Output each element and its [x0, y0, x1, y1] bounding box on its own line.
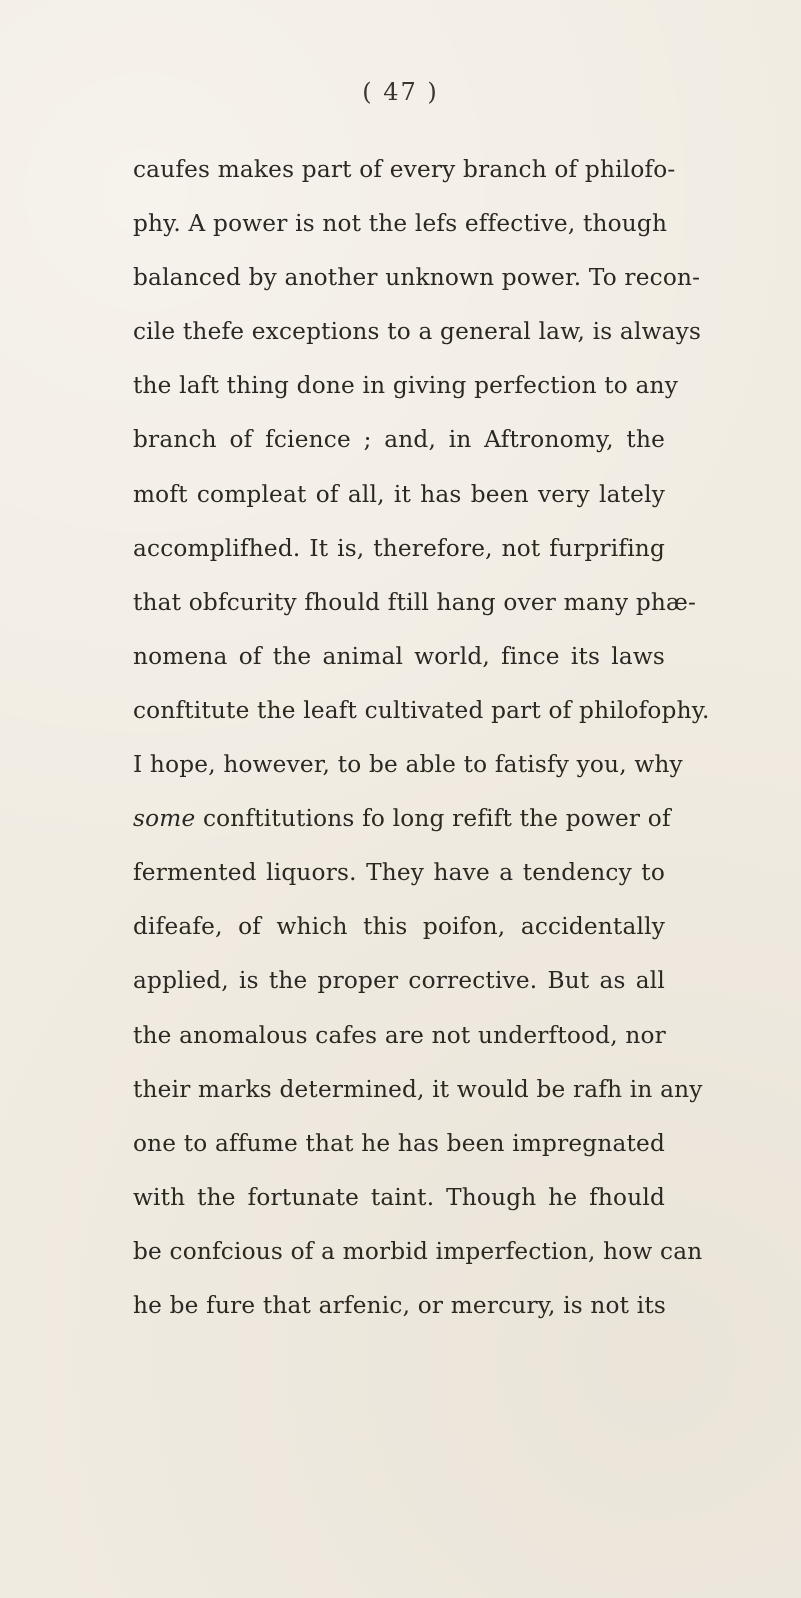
text-line-22: he be fure that arfenic, or mercury, is not its: [133, 1291, 666, 1319]
text-line-7: moft compleat of all, it has been very lately: [133, 480, 665, 508]
body-text: [133, 143, 710, 1333]
text-line-15: difeafe, of which this poifon, accidentally: [133, 913, 665, 941]
text-line-13-rest: conftitutions fo long refift the power of: [202, 805, 671, 833]
text-line-10: nomena of the animal world, fince its laws: [133, 642, 665, 670]
text-line-11: conftitute the leaft cultivated part of philofophy.: [133, 696, 710, 724]
text-line-9: that obfcurity fhould ftill hang over many phæ-: [133, 588, 697, 616]
text-line-14: fermented liquors. They have a tendency to: [133, 859, 665, 887]
text-line-12: I hope, however, to be able to fatisfy you, why: [133, 751, 683, 779]
text-line-17: the anomalous cafes are not underftood, nor: [133, 1021, 666, 1049]
text-line-16: applied, is the proper corrective. But as all: [133, 967, 665, 995]
text-line-3: balanced by another unknown power. To recon-: [133, 264, 701, 292]
text-line-4: cile thefe exceptions to a general law, is always: [133, 318, 702, 346]
page-header: ( 47 ): [362, 78, 439, 106]
text-line-19: one to affume that he has been impregnated: [133, 1129, 665, 1157]
text-line-1: caufes makes part of every branch of philofo-: [133, 156, 676, 183]
italic-some: some: [133, 805, 196, 833]
text-line-20: with the fortunate taint. Though he fhould: [133, 1183, 665, 1211]
text-line-2: phy. A power is not the lefs effective, though: [133, 210, 668, 238]
text-line-8: accomplifhed. It is, therefore, not furprifing: [133, 534, 665, 562]
text-line-5: the laft thing done in giving perfection to any: [133, 372, 678, 400]
text-line-13: [133, 792, 671, 846]
text-line-18: their marks determined, it would be rafh in any: [133, 1075, 703, 1103]
text-line-21: be confcious of a morbid imperfection, how can: [133, 1237, 703, 1265]
text-line-6: branch of fcience ; and, in Aftronomy, the: [133, 426, 665, 454]
